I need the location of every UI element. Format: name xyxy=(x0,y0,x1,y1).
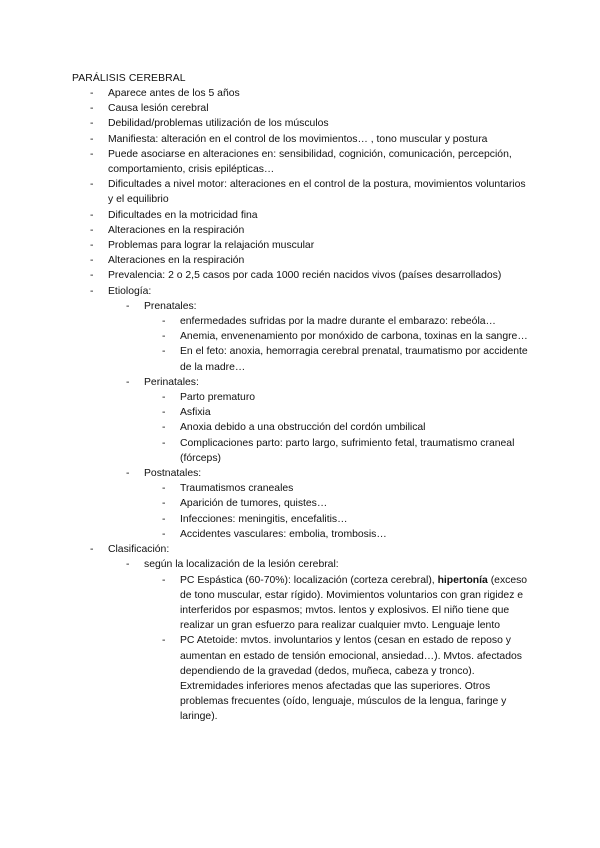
list-item: - Debilidad/problemas utilización de los músculos xyxy=(72,116,532,131)
list-item: - Complicaciones parto: parto largo, sufrimiento fetal, traumatismo craneal (fórceps) xyxy=(144,436,532,466)
list-item: - Causa lesión cerebral xyxy=(72,101,532,116)
postnatales-group xyxy=(108,466,532,542)
postnatales-list xyxy=(144,481,532,542)
postnatales-label: Postnatales: xyxy=(144,468,202,480)
espastica-rest: (exceso de tono muscular, estar rígido). Movimientos voluntarios con gran rigidez e interferidos por espasmos; mvtos. lentos y explosivos. El niño tiene que realizar un gran esfuerzo para realizar cualquier mvto. Lenguaje lento xyxy=(180,574,528,632)
prenatales-group xyxy=(108,299,532,375)
clasificacion-label: Clasificación: xyxy=(108,544,170,556)
list-item: - Dificultades en la motricidad fina xyxy=(72,208,532,223)
list-item: - Prevalencia: 2 o 2,5 casos por cada 1000 recién nacidos vivos (países desarrollados) xyxy=(72,268,532,283)
list-item: - Accidentes vasculares: embolia, trombosis… xyxy=(144,527,532,542)
list-item: - Parto prematuro xyxy=(144,390,532,405)
list-item: - Aparece antes de los 5 años xyxy=(72,86,532,101)
prenatales-list xyxy=(144,314,532,375)
list-item: - Manifiesta: alteración en el control de los movimientos… , tono muscular y postura xyxy=(72,132,532,147)
main-list xyxy=(72,86,532,725)
perinatales-group xyxy=(108,375,532,466)
etiologia-label: Etiología: xyxy=(108,285,152,297)
list-item: - Puede asociarse en alteraciones en: sensibilidad, cognición, comunicación, percepción, comportamiento, crisis epilépticas… xyxy=(72,147,532,177)
list-item: - Dificultades a nivel motor: alteraciones en el control de la postura, movimientos voluntarios y el equilibrio xyxy=(72,177,532,207)
prenatales-label: Prenatales: xyxy=(144,300,197,312)
list-item: - Traumatismos craneales xyxy=(144,481,532,496)
espastica-lead: PC Espástica (60-70%): localización (corteza cerebral), xyxy=(180,574,435,586)
list-item: - enfermedades sufridas por la madre durante el embarazo: rebeóla… xyxy=(144,314,532,329)
list-item: - Alteraciones en la respiración xyxy=(72,223,532,238)
tipos-list xyxy=(144,573,532,725)
perinatales-list xyxy=(144,390,532,466)
list-item: - Problemas para lograr la relajación muscular xyxy=(72,238,532,253)
list-item: - Alteraciones en la respiración xyxy=(72,253,532,268)
segun-group xyxy=(108,557,532,724)
list-item: - Anemia, envenenamiento por monóxido de carbona, toxinas en la sangre… xyxy=(144,329,532,344)
list-item-espastica xyxy=(144,573,532,634)
perinatales-label: Perinatales: xyxy=(144,376,199,388)
etiologia-section xyxy=(72,284,532,542)
clasificacion-list xyxy=(108,557,532,724)
clasificacion-section xyxy=(72,542,532,724)
list-item: - Infecciones: meningitis, encefalitis… xyxy=(144,512,532,527)
etiologia-list xyxy=(108,299,532,542)
list-item: - Asfixia xyxy=(144,405,532,420)
list-item: - Aparición de tumores, quistes… xyxy=(144,496,532,511)
segun-label: según la localización de la lesión cerebral: xyxy=(144,559,339,571)
document-title: PARÁLISIS CEREBRAL xyxy=(72,73,186,84)
list-item: - En el feto: anoxia, hemorragia cerebral prenatal, traumatismo por accidente de la madre… xyxy=(144,344,532,374)
espastica-bold: hipertonía xyxy=(437,574,488,586)
list-item: - Anoxia debido a una obstrucción del cordón umbilical xyxy=(144,420,532,435)
list-item-atetoide: - PC Atetoide: mvtos. involuntarios y lentos (cesan en estado de reposo y aumentan en estado de tensión emocional, ansiedad…). Mvtos. afectados dependiendo de la gravedad (dedos, muñeca, cabeza y tronco). Extremidades inferiores menos afectadas que las superiores. Otros problemas frecuentes (oído, lenguaje, músculos de la lengua, faringe y laringe). xyxy=(144,633,532,724)
